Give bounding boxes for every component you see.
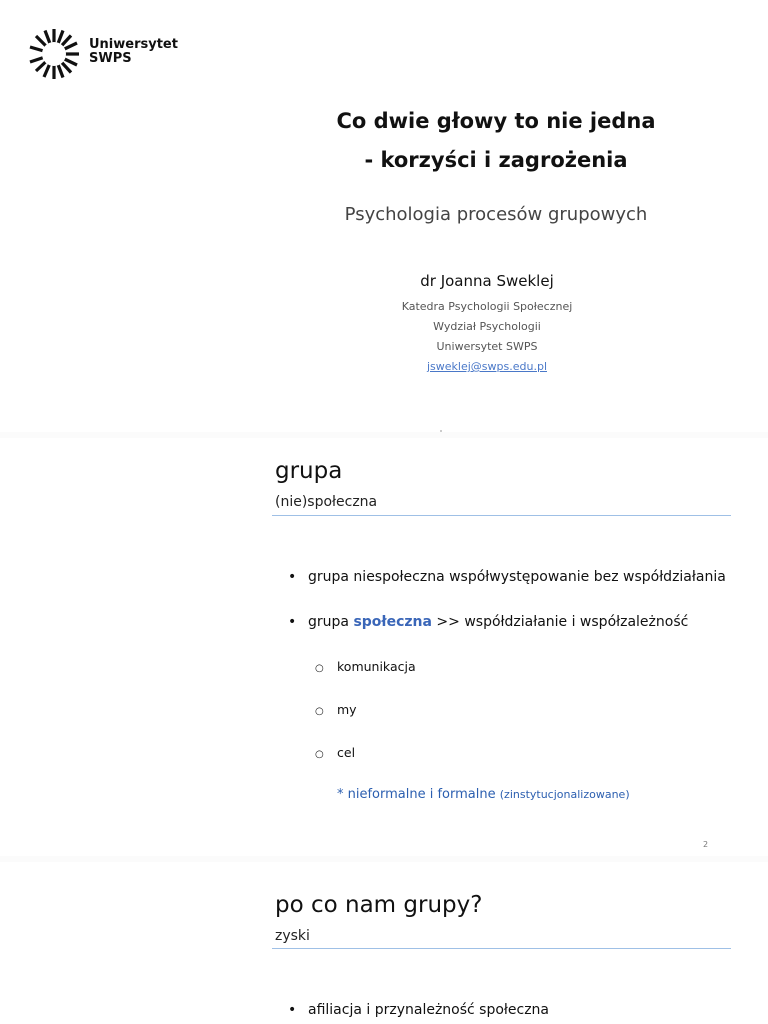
highlight-text: społeczna bbox=[353, 614, 432, 630]
sub-item bbox=[315, 702, 357, 717]
bullet-text-pre: grupa bbox=[308, 614, 354, 630]
title-slide bbox=[0, 0, 768, 432]
subtitle: Psychologia procesów grupowych bbox=[344, 204, 648, 225]
affiliation-department: Katedra Psychologii Społecznej bbox=[401, 300, 573, 313]
note bbox=[337, 787, 630, 802]
sub-item-text: komunikacja bbox=[337, 659, 416, 674]
logo-line-university: Uniwersytet bbox=[89, 37, 178, 52]
sub-item bbox=[315, 745, 355, 760]
bullet-item bbox=[288, 1002, 549, 1018]
bullet-text-post: >> współdziałanie i współzależność bbox=[431, 614, 689, 630]
circle-bullet-icon: ○ bbox=[315, 749, 324, 760]
author-name: dr Joanna Sweklej bbox=[420, 272, 554, 290]
note-small: (zinstytucjonalizowane) bbox=[499, 788, 630, 801]
title-line-1: Co dwie głowy to nie jedna bbox=[336, 109, 656, 133]
section-rule bbox=[272, 948, 731, 949]
email-link[interactable]: jsweklej@swps.edu.pl bbox=[427, 360, 547, 373]
bullet-text: grupa niespołeczna współwystępowanie bez współdziałania bbox=[308, 569, 726, 585]
swps-logo-icon bbox=[28, 28, 80, 80]
logo-line-swps: SWPS bbox=[89, 51, 132, 66]
bullet-item bbox=[288, 569, 726, 585]
divider-dot bbox=[440, 430, 442, 432]
bullet-item bbox=[288, 614, 688, 630]
sub-item bbox=[315, 659, 416, 674]
slide-why-groups bbox=[0, 862, 768, 1024]
circle-bullet-icon: ○ bbox=[315, 706, 324, 717]
title-line-2: - korzyści i zagrożenia bbox=[364, 148, 628, 172]
page-number: 2 bbox=[703, 840, 709, 849]
note-main: * nieformalne i formalne bbox=[337, 787, 496, 802]
bullet-text: afiliacja i przynależność społeczna bbox=[308, 1002, 550, 1018]
logo-text bbox=[89, 38, 178, 66]
affiliation-university: Uniwersytet SWPS bbox=[436, 340, 538, 353]
bullet-icon: • bbox=[288, 569, 297, 585]
section-rule bbox=[272, 515, 731, 516]
section-subtitle: zyski bbox=[275, 928, 310, 944]
email-wrapper bbox=[288, 360, 686, 373]
bullet-icon: • bbox=[288, 1002, 297, 1018]
circle-bullet-icon: ○ bbox=[315, 663, 324, 674]
section-subtitle: (nie)społeczna bbox=[275, 494, 378, 510]
section-title: po co nam grupy? bbox=[275, 892, 483, 918]
bullet-icon: • bbox=[288, 614, 297, 630]
affiliation-faculty: Wydział Psychologii bbox=[433, 320, 541, 333]
section-title: grupa bbox=[275, 458, 343, 484]
sub-item-text: cel bbox=[337, 745, 356, 760]
sub-item-text: my bbox=[337, 702, 357, 717]
